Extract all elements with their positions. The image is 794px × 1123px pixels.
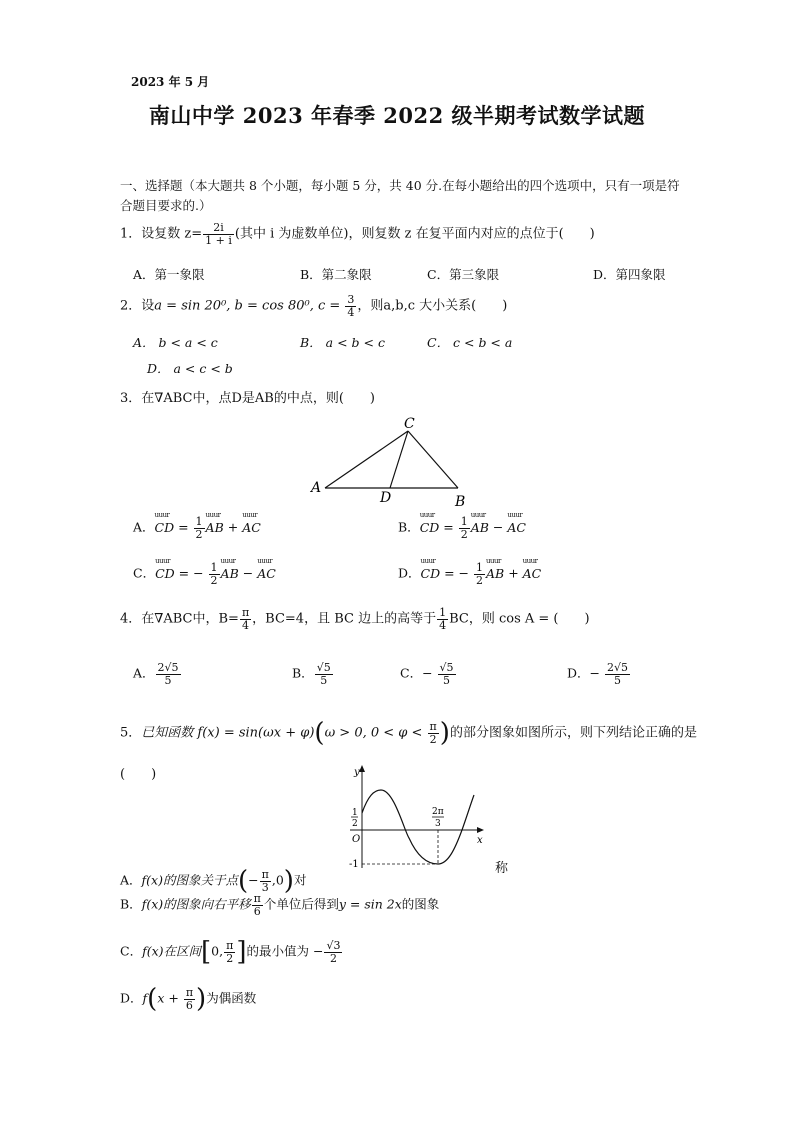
q5d-open: ( xyxy=(147,984,158,1014)
q5-cond-close: ) xyxy=(439,718,450,748)
q3d-lhs: uuur CD xyxy=(421,566,441,581)
y-half-den: 2 xyxy=(352,819,358,829)
q3a-op: + xyxy=(223,519,243,535)
q5-paren: ( ) xyxy=(120,767,157,782)
q5b-label: B． xyxy=(120,896,142,912)
q5c-label: C． xyxy=(120,943,143,959)
q2-option-a: A． b < a < c xyxy=(133,335,218,350)
sine-graph xyxy=(340,763,490,873)
q4-h-num: 1 xyxy=(439,606,447,619)
q3a-label: A． xyxy=(133,519,155,535)
q5c-vden: 2 xyxy=(329,951,337,965)
q3d-eq: = − xyxy=(440,565,473,581)
q4a-label: A． xyxy=(133,665,155,681)
q5d-t2: 为偶函数 xyxy=(206,990,257,1006)
q4-h-fraction xyxy=(437,607,448,631)
q3b-lhs: uuur CD xyxy=(420,520,440,535)
q3c-lhs: uuur CD xyxy=(155,566,175,581)
vertex-c-label: C xyxy=(404,416,415,432)
q2-frac-den: 4 xyxy=(347,305,355,319)
q5a-sign: − xyxy=(248,872,259,888)
q4b-den: 5 xyxy=(320,673,328,687)
q5d-label: D． xyxy=(120,990,143,1006)
q5a-close: ) xyxy=(283,866,294,896)
q5c-fraction xyxy=(224,940,235,964)
q3a-v1: uuur AB xyxy=(206,520,224,535)
q5d-num: π xyxy=(185,985,194,999)
q3c-fraction xyxy=(209,562,220,586)
q3-option-a xyxy=(133,516,261,540)
q3a-num: 1 xyxy=(195,515,203,528)
q2-option-c: C． c < b < a xyxy=(427,335,513,350)
q1-option-a: A．第一象限 xyxy=(133,267,205,282)
q2-pre: 设 xyxy=(141,298,155,314)
q4d-label: D． xyxy=(567,665,590,681)
q1-pre: 设复数 z= xyxy=(141,226,203,242)
q5a-label: A． xyxy=(120,872,142,888)
q4c-fraction xyxy=(438,662,456,686)
q3a-fraction xyxy=(194,516,205,540)
q5a-t1: f(x)的图象关于点 xyxy=(141,872,238,888)
q4-option-c xyxy=(400,662,457,686)
q3c-eq: = − xyxy=(174,565,208,581)
section-heading xyxy=(120,176,680,216)
q4c-sign: − xyxy=(422,665,437,681)
exam-date: 2023 年 5 月 xyxy=(131,75,210,89)
q5c-value-fraction xyxy=(324,940,342,964)
q1-fraction xyxy=(203,222,234,246)
q5b-t1: f(x)的图象向右平移 xyxy=(141,896,251,912)
q5a-num: π xyxy=(261,867,269,881)
q3c-den: 2 xyxy=(210,573,218,587)
origin-label: O xyxy=(352,834,361,845)
q3c-op: − xyxy=(238,565,258,581)
x-tick-num: 2π xyxy=(432,807,444,817)
q4-t3: BC，则 cos A = ( ) xyxy=(449,611,590,627)
triangle-figure xyxy=(300,408,480,508)
q5-cond-num: π xyxy=(429,719,437,733)
q5c-ipre: 0, xyxy=(211,943,224,959)
q5-cond-den: 2 xyxy=(429,732,437,746)
q1-option-b: B．第二象限 xyxy=(300,267,372,282)
q3b-den: 2 xyxy=(460,527,468,541)
q3b-num: 1 xyxy=(460,515,468,528)
q4-t2: ，BC=4，且 BC 边上的高等于 xyxy=(252,611,437,627)
q5c-close: ] xyxy=(236,937,247,967)
q3b-v2: uuur AC xyxy=(507,520,526,535)
q1-frac-num: 2i xyxy=(203,222,234,235)
q5d-t1: f xyxy=(142,990,148,1006)
q4a-den: 5 xyxy=(164,673,172,687)
q5a-fraction xyxy=(260,869,271,893)
q5c-open: [ xyxy=(201,937,212,967)
q4c-label: C． xyxy=(400,665,423,681)
q3c-v1: uuur AB xyxy=(221,566,239,581)
y-axis-label: y xyxy=(354,767,360,778)
q5d-den: 6 xyxy=(185,998,193,1012)
sine-curve xyxy=(362,790,474,864)
q5c-num: π xyxy=(226,938,234,952)
q3c-label: C． xyxy=(133,565,156,581)
q4-option-a xyxy=(133,662,182,686)
q1-post: (其中 i 为虚数单位)，则复数 z 在复平面内对应的点位于( ) xyxy=(234,226,595,242)
q4a-num: 2√5 xyxy=(157,661,179,674)
q5c-t2: 的最小值为 − xyxy=(246,943,324,959)
question-3 xyxy=(120,387,375,406)
q4c-num: √5 xyxy=(439,661,454,674)
q5-t2: 的部分图象如图所示，则下列结论正确的是 xyxy=(449,725,697,741)
q5a-open: ( xyxy=(237,866,249,896)
q3d-den: 2 xyxy=(476,573,483,587)
q4-option-d xyxy=(567,662,631,686)
q4d-num: 2√5 xyxy=(606,661,628,674)
q1-number: 1． xyxy=(120,226,142,242)
y-neg-one-label: -1 xyxy=(349,859,359,870)
q3b-eq: = xyxy=(439,519,458,535)
q3b-fraction xyxy=(459,516,470,540)
q3-text: 在∇ABC中，点D是AB的中点，则( ) xyxy=(141,391,375,406)
q3b-label: B． xyxy=(398,519,420,535)
q5-cond-fraction xyxy=(428,721,439,745)
q5-option-d xyxy=(120,984,256,1014)
q4b-label: B． xyxy=(292,665,314,681)
q4d-fraction xyxy=(605,662,630,686)
question-4 xyxy=(120,607,590,631)
q2-option-b: B． a < b < c xyxy=(300,335,385,350)
q5-function: 已知函数 f(x) = sin(ωx + φ) xyxy=(141,725,315,741)
q5b-num: π xyxy=(253,892,261,905)
q1-option-c: C．第三象限 xyxy=(427,267,500,282)
q5a-den: 3 xyxy=(261,880,269,894)
q5c-t1: f(x)在区间 xyxy=(142,943,202,959)
q1-frac-den: 1 + i xyxy=(205,233,232,247)
q5b-expr: y = sin 2x xyxy=(338,896,402,912)
vertex-b-label: B xyxy=(455,494,466,508)
q2-fraction xyxy=(345,294,356,318)
exam-title: 南山中学 2023 年春季 2022 级半期考试数学试题 xyxy=(148,103,646,128)
q3b-op: − xyxy=(488,519,508,535)
question-1 xyxy=(120,222,595,246)
q5-cond-pre: ω > 0, 0 < φ < xyxy=(324,725,427,741)
q5d-close: ) xyxy=(196,984,207,1014)
q4b-num: √5 xyxy=(316,661,331,674)
q5b-t2: 个单位后得到 xyxy=(263,896,339,912)
q3a-v2: uuur AC xyxy=(242,520,261,535)
q3a-den: 2 xyxy=(195,527,203,541)
q2-option-d: D． a < c < b xyxy=(147,361,233,376)
q2-number: 2． xyxy=(120,298,142,314)
q5-option-c xyxy=(120,937,343,967)
section-heading-text: 一、选择题（本大题共 8 个小题，每小题 5 分，共 40 分.在每小题给出的四个选项中，只有一项是符合题目要求的.） xyxy=(120,178,680,213)
q3c-v2: uuur AC xyxy=(257,566,276,581)
q5c-den: 2 xyxy=(226,951,234,965)
q5b-t3: 的图象 xyxy=(401,896,440,912)
q5a-tail: ,0 xyxy=(271,872,284,888)
x-axis-label: x xyxy=(477,835,483,846)
q3a-lhs: uuur CD xyxy=(155,520,175,535)
q5b-den: 6 xyxy=(253,904,261,918)
q4b-fraction xyxy=(315,662,333,686)
q3-number: 3． xyxy=(120,391,142,406)
q4-b-fraction xyxy=(240,607,251,631)
q3c-num: 1 xyxy=(210,561,218,574)
y-half-num: 1 xyxy=(352,808,358,818)
q4-t1: 在∇ABC中，B= xyxy=(141,611,239,627)
q4d-sign: − xyxy=(589,665,604,681)
q2-frac-num: 3 xyxy=(347,293,355,306)
q4c-den: 5 xyxy=(443,673,451,687)
q3d-fraction xyxy=(474,562,485,586)
q5-number: 5． xyxy=(120,725,142,741)
q3d-num: 1 xyxy=(476,561,483,574)
q5-option-a xyxy=(120,866,306,896)
q5-cond-open: ( xyxy=(314,718,325,748)
q3-option-b xyxy=(398,516,526,540)
q3d-label: D． xyxy=(398,565,421,581)
question-5 xyxy=(120,718,697,748)
q5c-vnum: √3 xyxy=(326,938,341,952)
triangle-side-ac xyxy=(325,431,408,488)
q4-h-den: 4 xyxy=(439,618,447,632)
q1-option-d: D．第四象限 xyxy=(593,267,666,282)
q5-option-b xyxy=(120,893,439,917)
q5b-fraction xyxy=(252,893,263,917)
q3d-v1: uuur AB xyxy=(486,566,504,581)
q3-option-c xyxy=(133,562,276,586)
q4-b-num: π xyxy=(241,606,250,619)
q3-option-d xyxy=(398,562,541,586)
q4a-fraction xyxy=(156,662,181,686)
point-d-label: D xyxy=(380,490,392,506)
y-axis-arrow xyxy=(359,765,365,772)
q3b-v1: uuur AB xyxy=(471,520,489,535)
q3d-v2: uuur AC xyxy=(523,566,542,581)
q5-trailing-char: 称 xyxy=(495,861,509,876)
question-2 xyxy=(120,294,507,318)
q5d-fraction xyxy=(184,987,195,1011)
q2-post: ，则a,b,c 大小关系( ) xyxy=(357,298,508,314)
q4-b-den: 4 xyxy=(242,618,250,632)
q5d-arg: x + xyxy=(157,990,183,1006)
q2-expression: a = sin 20⁰, b = cos 80⁰, c = xyxy=(154,298,345,314)
q4d-den: 5 xyxy=(613,673,621,687)
q3a-eq: = xyxy=(174,519,193,535)
triangle-side-bc xyxy=(408,431,458,488)
q3d-op: + xyxy=(504,565,523,581)
x-tick-den: 3 xyxy=(435,819,441,829)
vertex-a-label: A xyxy=(311,480,322,496)
q4-option-b xyxy=(292,662,334,686)
q5a-t2: 对 xyxy=(293,872,307,888)
x-axis-arrow xyxy=(477,827,484,833)
triangle-median-cd xyxy=(390,431,408,488)
q4-number: 4． xyxy=(120,611,142,627)
